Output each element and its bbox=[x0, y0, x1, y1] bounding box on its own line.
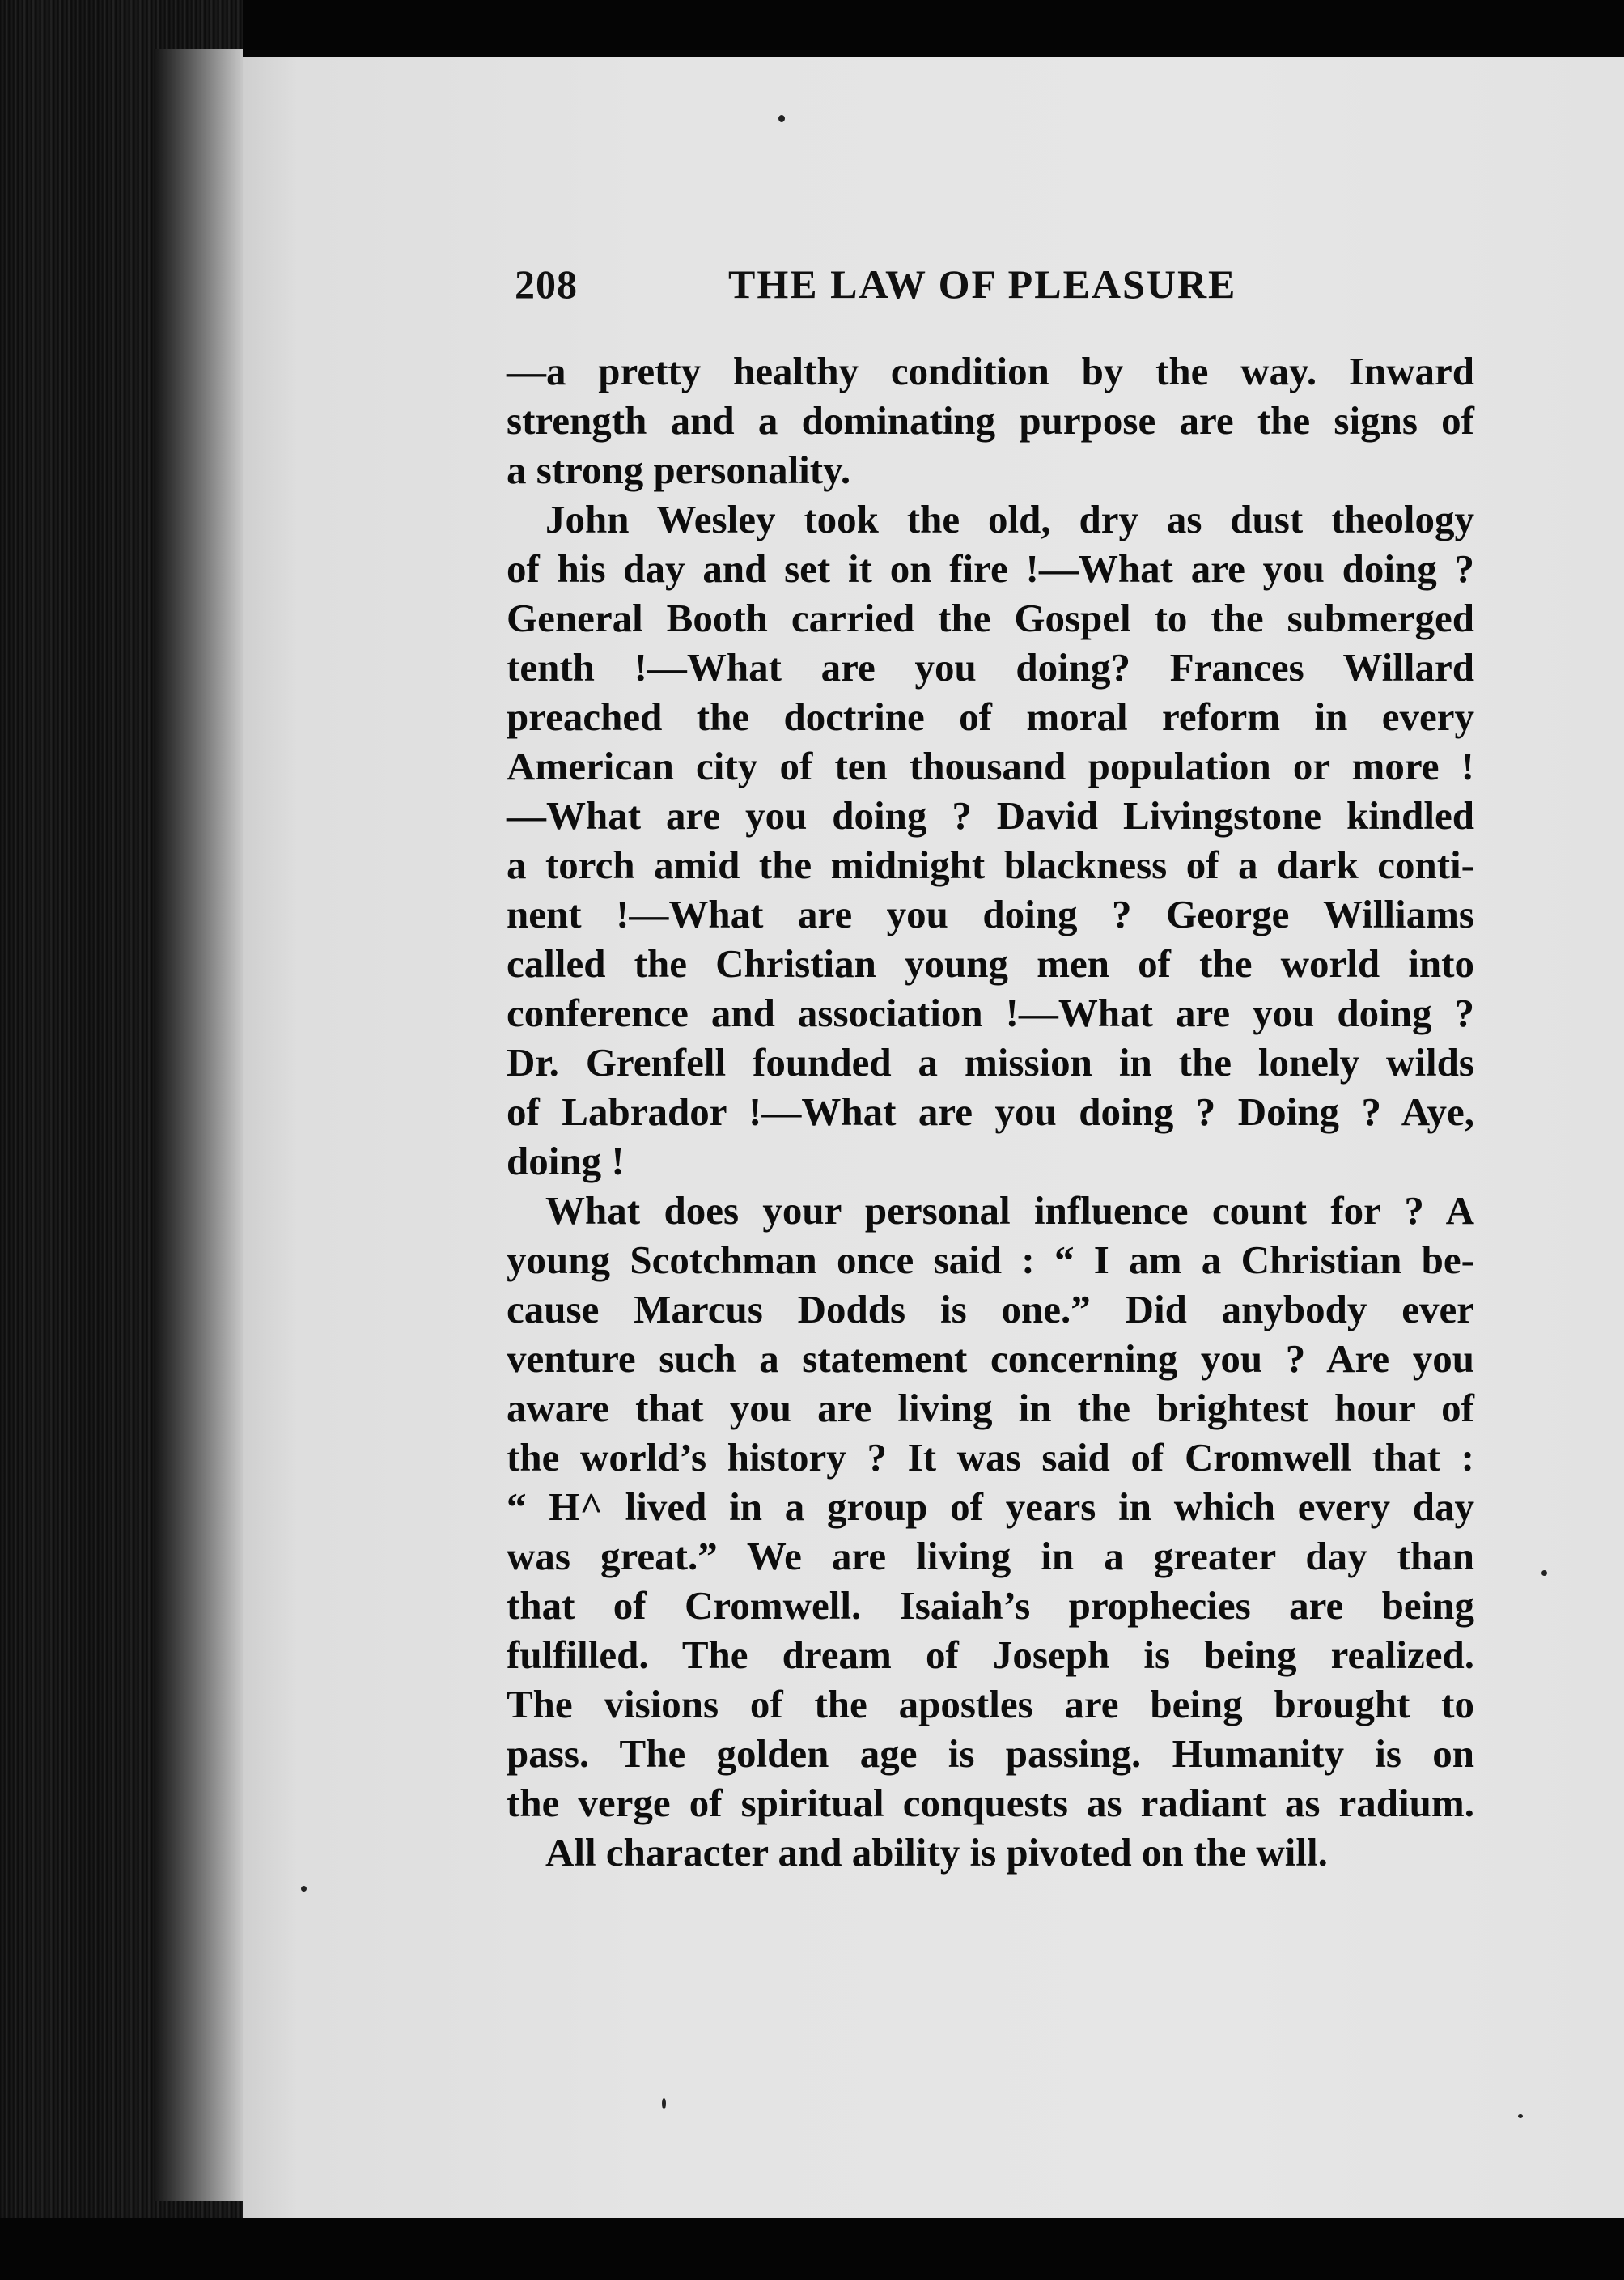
text-line: The visions of the apostles are being brought to bbox=[507, 1682, 1474, 1726]
text-line: the verge of spiritual conquests as radiant as radium. bbox=[507, 1781, 1474, 1825]
text-line: All character and ability is pivoted on the will. bbox=[545, 1830, 1328, 1875]
text-line: pass. The golden age is passing. Humanity is on bbox=[507, 1731, 1474, 1776]
page-header bbox=[515, 261, 1324, 317]
dust-speck bbox=[301, 1886, 307, 1892]
text-line: a strong personality. bbox=[507, 448, 851, 492]
text-line: Dr. Grenfell founded a mission in the lonely wilds bbox=[507, 1040, 1474, 1085]
dust-speck bbox=[1541, 1570, 1547, 1576]
running-head: THE LAW OF PLEASURE bbox=[728, 261, 1237, 307]
dust-speck bbox=[778, 115, 785, 122]
text-line: —a pretty healthy condition by the way. Inward bbox=[507, 349, 1474, 393]
text-line: fulfilled. The dream of Joseph is being realized. bbox=[507, 1633, 1474, 1677]
text-line: What does your personal influence count for ? A bbox=[545, 1188, 1474, 1233]
bottom-shadow bbox=[0, 2218, 1624, 2280]
text-line: nent !—What are you doing ? George Williams bbox=[507, 892, 1474, 936]
text-line: of Labrador !—What are you doing ? Doing ? Aye, bbox=[507, 1089, 1474, 1134]
text-line: aware that you are living in the brightest hour of bbox=[507, 1386, 1474, 1430]
text-line: a torch amid the midnight blackness of a dark conti- bbox=[507, 843, 1474, 887]
text-line: General Booth carried the Gospel to the submerged bbox=[507, 596, 1474, 640]
text-line: American city of ten thousand population or more ! bbox=[507, 744, 1474, 788]
text-line: —What are you doing ? David Livingstone kindled bbox=[507, 793, 1474, 838]
text-line: called the Christian young men of the world into bbox=[507, 941, 1474, 986]
text-line: doing ! bbox=[507, 1139, 625, 1183]
text-line: was great.” We are living in a greater day than bbox=[507, 1534, 1474, 1578]
dust-speck bbox=[662, 2098, 666, 2109]
text-line: strength and a dominating purpose are the signs of bbox=[507, 398, 1474, 443]
body-text bbox=[507, 346, 1474, 1877]
text-line: “ H^ lived in a group of years in which every day bbox=[507, 1484, 1474, 1529]
text-line: venture such a statement concerning you ? Are you bbox=[507, 1336, 1474, 1381]
dust-speck bbox=[1518, 2114, 1523, 2118]
text-line: of his day and set it on fire !—What are you doing ? bbox=[507, 546, 1474, 591]
text-line: cause Marcus Dodds is one.” Did anybody ever bbox=[507, 1287, 1474, 1331]
binding-shadow bbox=[154, 49, 243, 2201]
text-line: preached the doctrine of moral reform in every bbox=[507, 694, 1474, 739]
text-line: conference and association !—What are you doing ? bbox=[507, 991, 1474, 1035]
page-number: 208 bbox=[515, 261, 578, 307]
text-line: young Scotchman once said : “ I am a Christian be- bbox=[507, 1238, 1474, 1282]
text-line: the world’s history ? It was said of Cromwell that : bbox=[507, 1435, 1474, 1480]
text-line: tenth !—What are you doing? Frances Willard bbox=[507, 645, 1474, 690]
text-line: that of Cromwell. Isaiah’s prophecies are being bbox=[507, 1583, 1474, 1628]
text-line: John Wesley took the old, dry as dust theology bbox=[545, 497, 1474, 541]
